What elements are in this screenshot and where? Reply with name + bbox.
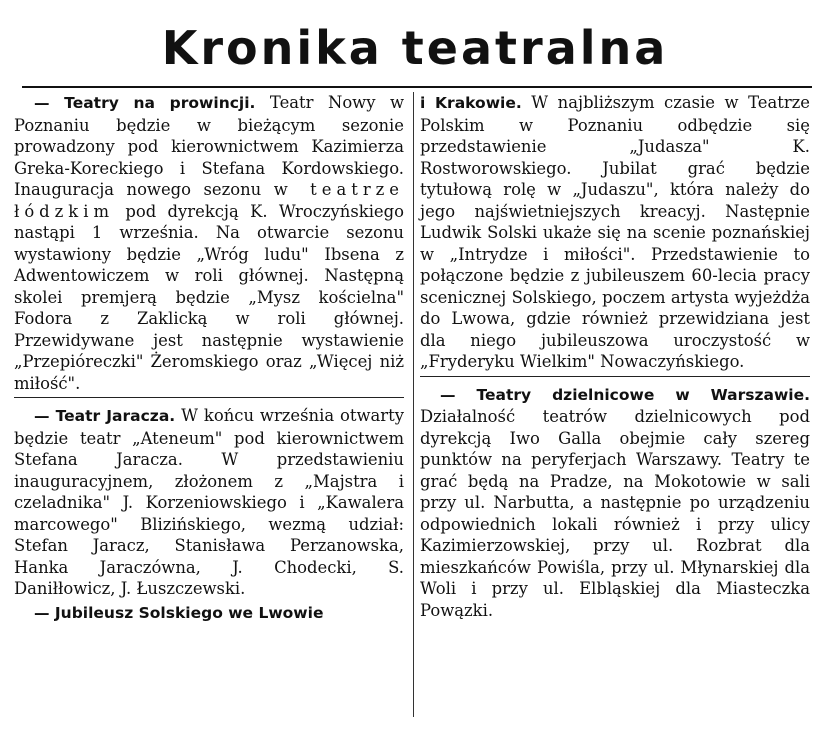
article-provincial-theatres (14, 92, 404, 394)
article-heading: — Jubileusz Solskiego we Lwowie (34, 603, 324, 622)
title-rule (22, 86, 812, 88)
article-solski-jubilee-cont (420, 92, 810, 373)
article-solski-jubilee-start (14, 602, 404, 625)
article-separator (14, 397, 404, 400)
article-text: Teatr Nowy w Poznaniu będzie w bieżącym sezonie prowadzony pod kierownictwem Kazimierza Greka-Koreckiego i Stefana Kordowskiego. Inauguracja nowego sezonu (14, 93, 404, 199)
article-text: W najbliższym czasie w Teatrze Polskim w Poznaniu odbędzie się przedstawienie „Judasza" K. Rostworowskiego. Jubilat grać będzie tytułową rolę w „Judaszu", która należy do jego najświetniejszych kreacyj. Następnie Ludwik Solski ukaże się na scenie poznańskiej w „Intrydze i miłości". Przedstawienie to połączone będzie z jubileuszem 60-lecia pracy scenicznej Solskiego, poczem artysta wyjeżdża do Lwowa, gdzie również przewidziana jest dla niego jubileuszowa uroczystość w „Fryderyku Wielkim" Nowaczyńskiego. (420, 93, 810, 371)
article-heading: — Teatry dzielnicowe w Warszawie. (440, 385, 810, 404)
page-title: Kronika teatralna (161, 21, 669, 75)
article-text: W końcu września otwarty będzie teatr „Ateneum" pod kierownictwem Stefana Jaracza. W przedstawieniu inauguracyjnem, złożonem z „Majstra i czeladnika" J. Korzeniowskiego i „Kawalera marcowego" Blizińskiego, wezmą udział: Stefan Jaracz, Stanisława Perzanowska, Hanka Jaraczówna, J. Chodecki, S. Daniłłowicz, J. Łuszczewski. (14, 406, 404, 598)
column-divider (413, 92, 414, 717)
article-jaracz-theatre (14, 405, 404, 600)
article-heading-cont: i Krakowie. (420, 94, 522, 112)
article-heading: — Teatry na prowincji. (34, 94, 256, 112)
article-separator (420, 376, 810, 379)
article-text: pod dyrekcją K. Wroczyńskiego nastąpi 1 września. Na otwarcie sezonu wystawiony będzie „Wróg ludu" Ibsena z Adwentowiczem w roli głównej. Następną skolei premjerą będzie „Mysz kościelna" Fodora z Zaklicką w roli głównej. Przewidywane jest następnie wystawienie „Przepióreczki" Żeromskiego oraz „Więcej niż miłość". (14, 201, 404, 393)
article-text: Działalność teatrów dzielnicowych pod dyrekcją Iwo Galla obejmie cały szereg punktów na peryferjach Warszawy. Teatry te grać będą na Pradze, na Mokotowie w sali przy ul. Narbutta, a następnie po urządzeniu odpowiednich lokali również i przy ulicy Kazimierzowskiej, przy ul. Rozbrat dla mieszkańców Powiśla, przy ul. Młynarskiej dla Woli i przy ul. Elbląskiej dla Miasteczka Powązki. (420, 407, 810, 620)
article-heading: — Teatr Jaracza. (34, 407, 176, 425)
right-column (420, 92, 810, 621)
article-district-theatres (420, 384, 810, 622)
left-column (14, 92, 404, 624)
article-text-spaced: w teatrze łódzkim (14, 180, 404, 221)
